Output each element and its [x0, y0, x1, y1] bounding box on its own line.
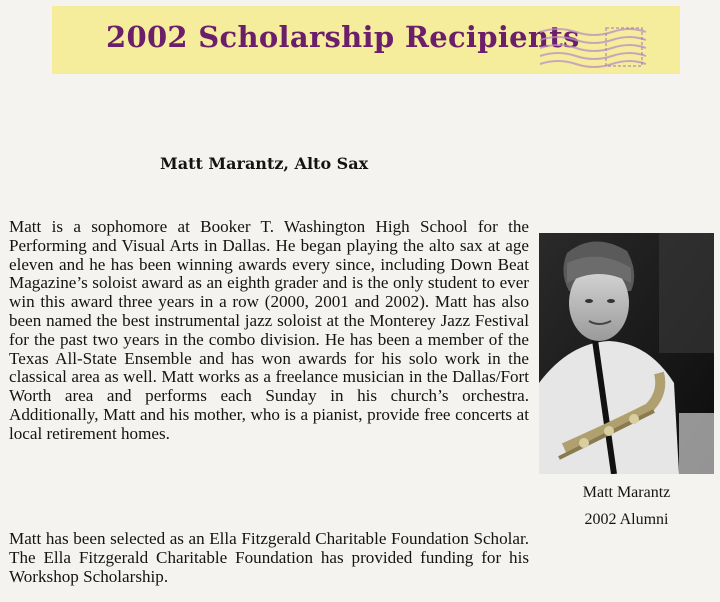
recipient-heading: Matt Marantz, Alto Sax — [160, 154, 369, 173]
photo-caption-year: 2002 Alumni — [584, 511, 669, 528]
recipient-photo — [539, 233, 714, 474]
page-title: 2002 Scholarship Recipients — [106, 20, 580, 54]
scholarship-paragraph: Matt has been selected as an Ella Fitzgerald Charitable Foundation Scholar. The Ella Fitzgerald Charitable Foundation has provided funding for his Workshop Scholarship. — [9, 529, 529, 586]
title-banner — [52, 6, 680, 74]
bio-paragraph: Matt is a sophomore at Booker T. Washington High School for the Performing and Visual Arts in Dallas. He began playing the alto sax at age eleven and he has been winning awards every since, including Down Beat Magazine’s soloist award as an eighth grader and is the only student to ever win this award three years in a row (2000, 2001 and 2002). Matt has also been named the best instrumental jazz soloist at the Monterey Jazz Festival for the past two years in the combo division. He has been a member of the Texas All-State Ensemble and has won awards for his solo work in the classical area as well. Matt works as a freelance musician in the Dallas/Fort Worth area and performs each Sunday in his church’s orchestra. Additionally, Matt and his mother, who is a pianist, provide free concerts at local retirement homes. — [9, 217, 529, 443]
postmark-stamp-icon — [538, 24, 648, 70]
photo-caption-name: Matt Marantz — [582, 484, 671, 501]
